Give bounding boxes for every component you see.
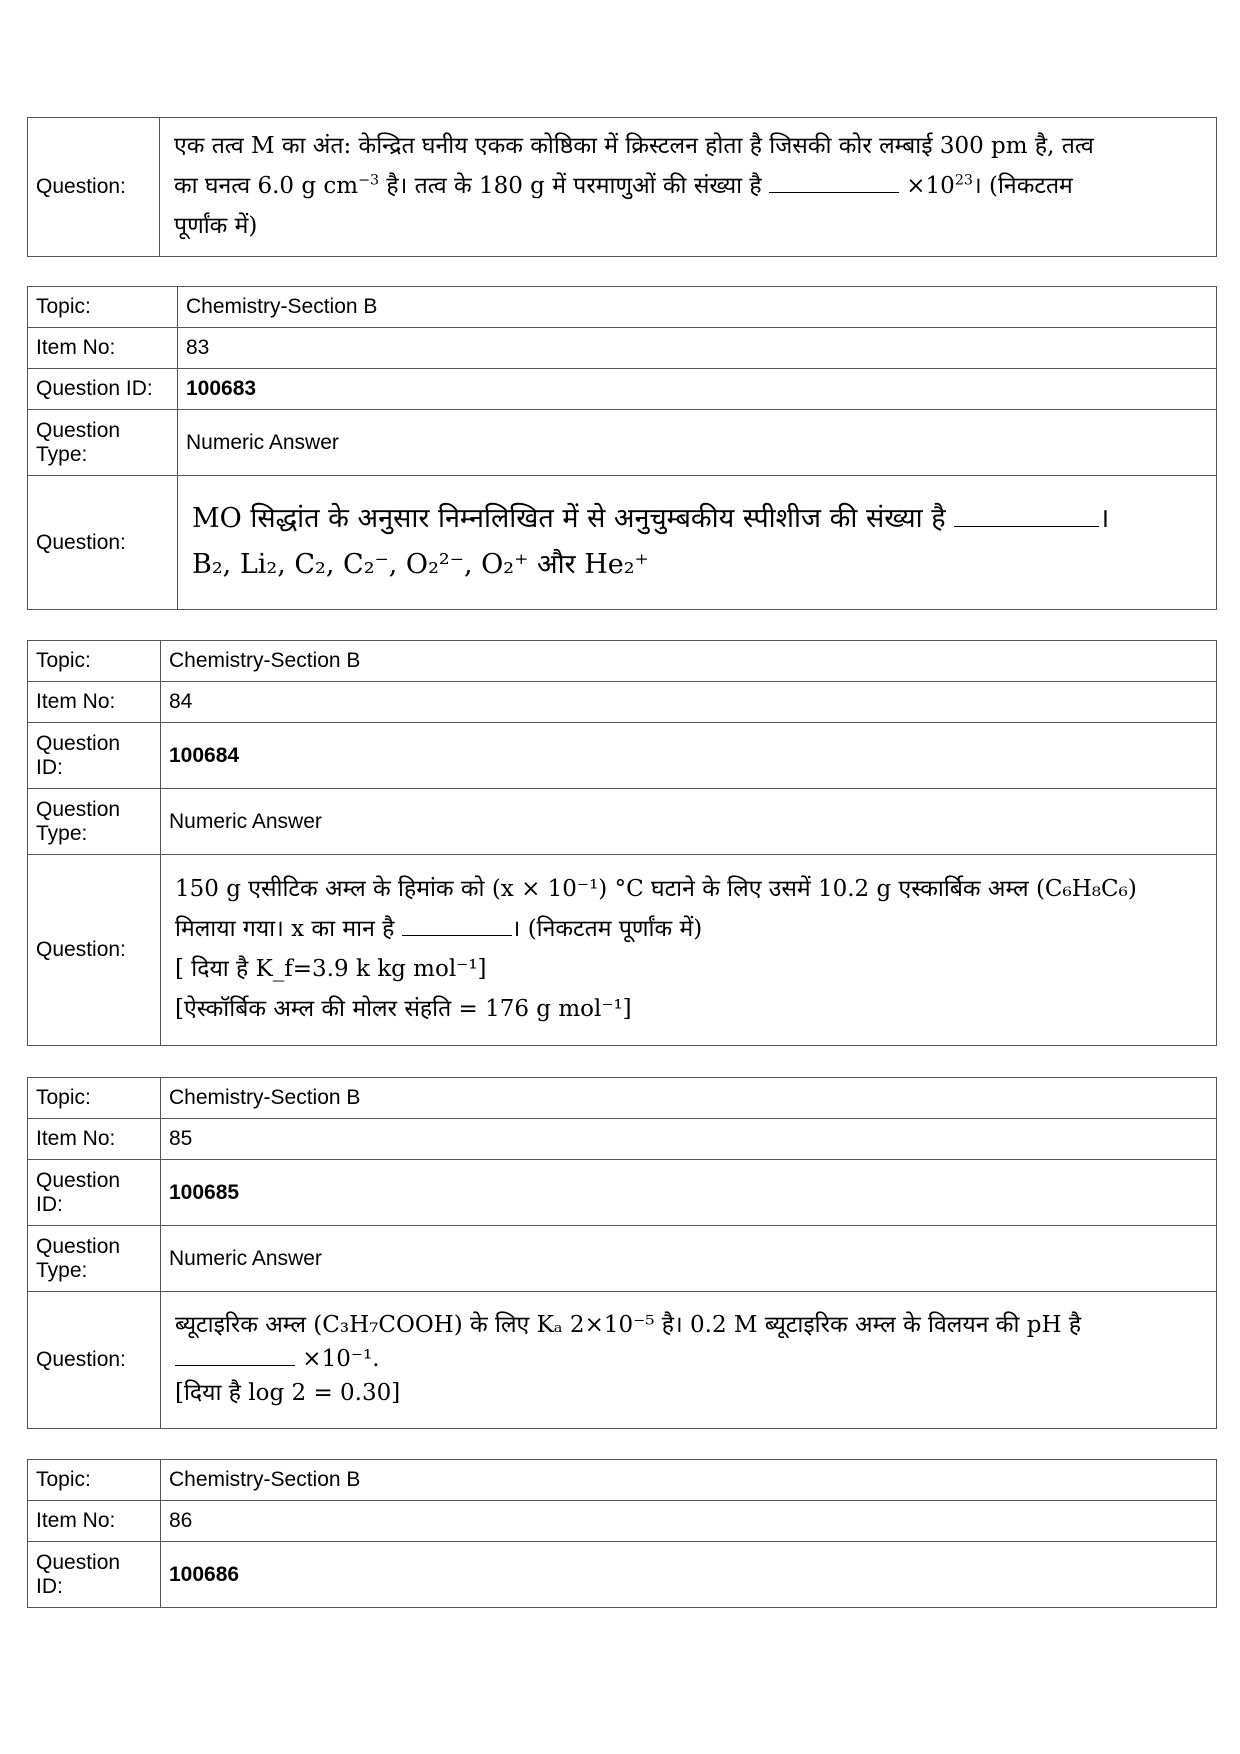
- topic-label: Topic:: [28, 1460, 161, 1501]
- topic-label: Topic:: [28, 287, 178, 328]
- question-id-label: Question ID:: [28, 369, 178, 410]
- answer-blank: [175, 1345, 295, 1366]
- question-id-value: 100683: [178, 369, 1217, 410]
- item-no-label: Item No:: [28, 328, 178, 369]
- item-no-label: Item No:: [28, 1119, 161, 1160]
- question-type-label: Question Type:: [28, 1226, 161, 1292]
- question-id-label: Question ID:: [28, 1160, 161, 1226]
- item-no-value: 86: [161, 1501, 1217, 1542]
- question-type-value: Numeric Answer: [161, 789, 1217, 855]
- question-label: Question:: [28, 855, 161, 1046]
- species-list: B₂, Li₂, C₂, C₂⁻, O₂²⁻, O₂⁺: [192, 548, 529, 580]
- question-block-84: [27, 640, 1217, 1046]
- question-text: MO सिद्धांत के अनुसार निम्नलिखित में से अनुचुम्बकीय स्पीशीज की संख्या है । B₂, Li₂, C₂, C₂⁻, O₂²⁻, O₂⁺ और He₂⁺: [178, 476, 1217, 610]
- question-id-value: 100684: [161, 723, 1217, 789]
- question-type-label: Question Type:: [28, 410, 178, 476]
- question-type-value: Numeric Answer: [161, 1226, 1217, 1292]
- question-text: 150 g एसीटिक अम्ल के हिमांक को (x × 10⁻¹) °C घटाने के लिए उसमें 10.2 g एस्कार्बिक अम्ल (C₆H₈C₆) मिलाया गया। x का मान है । (निकटतम पूर्णांक में) [ दिया है K_f=3.9 k kg mol⁻¹] [ऐस्कॉर्बिक अम्ल की मोलर संहति = 176 g mol⁻¹]: [161, 855, 1217, 1046]
- answer-blank: [402, 915, 512, 936]
- question-id-label: Question ID:: [28, 723, 161, 789]
- topic-label: Topic:: [28, 641, 161, 682]
- question-label: Question:: [28, 1292, 161, 1429]
- question-id-label: Question ID:: [28, 1542, 161, 1608]
- item-no-label: Item No:: [28, 1501, 161, 1542]
- species-last: He₂⁺: [584, 548, 649, 580]
- question-block-86: [27, 1459, 1217, 1608]
- answer-blank: [769, 172, 899, 193]
- question-id-value: 100686: [161, 1542, 1217, 1608]
- topic-value: Chemistry-Section B: [161, 1460, 1217, 1501]
- question-text: एक तत्व M का अंत: केन्द्रित घनीय एकक कोष्ठिका में क्रिस्टलन होता है जिसकी कोर लम्बाई 300 pm है, तत्व का घनत्व 6.0 g $cm^{-3}$ है। तत्व के 180 g में परमाणुओं की संख्या है $\times 10^{23}।$ (निकटतम पूर्णांक में): [160, 118, 1217, 257]
- question-label: Question:: [28, 118, 160, 257]
- topic-value: Chemistry-Section B: [161, 641, 1217, 682]
- topic-label: Topic:: [28, 1078, 161, 1119]
- question-block-83: [27, 286, 1217, 610]
- question-type-label: Question Type:: [28, 789, 161, 855]
- question-label: Question:: [28, 476, 178, 610]
- item-no-label: Item No:: [28, 682, 161, 723]
- question-text: ब्यूटाइरिक अम्ल (C₃H₇COOH) के लिए Kₐ 2×10⁻⁵ है। 0.2 M ब्यूटाइरिक अम्ल के विलयन की pH है ×10⁻¹. [दिया है log 2 = 0.30]: [161, 1292, 1217, 1429]
- topic-value: Chemistry-Section B: [178, 287, 1217, 328]
- question-block-85: [27, 1077, 1217, 1429]
- question-type-value: Numeric Answer: [178, 410, 1217, 476]
- topic-value: Chemistry-Section B: [161, 1078, 1217, 1119]
- item-no-value: 85: [161, 1119, 1217, 1160]
- question-block-previous: [27, 117, 1217, 257]
- item-no-value: 84: [161, 682, 1217, 723]
- question-id-value: 100685: [161, 1160, 1217, 1226]
- item-no-value: 83: [178, 328, 1217, 369]
- answer-blank: [954, 506, 1099, 527]
